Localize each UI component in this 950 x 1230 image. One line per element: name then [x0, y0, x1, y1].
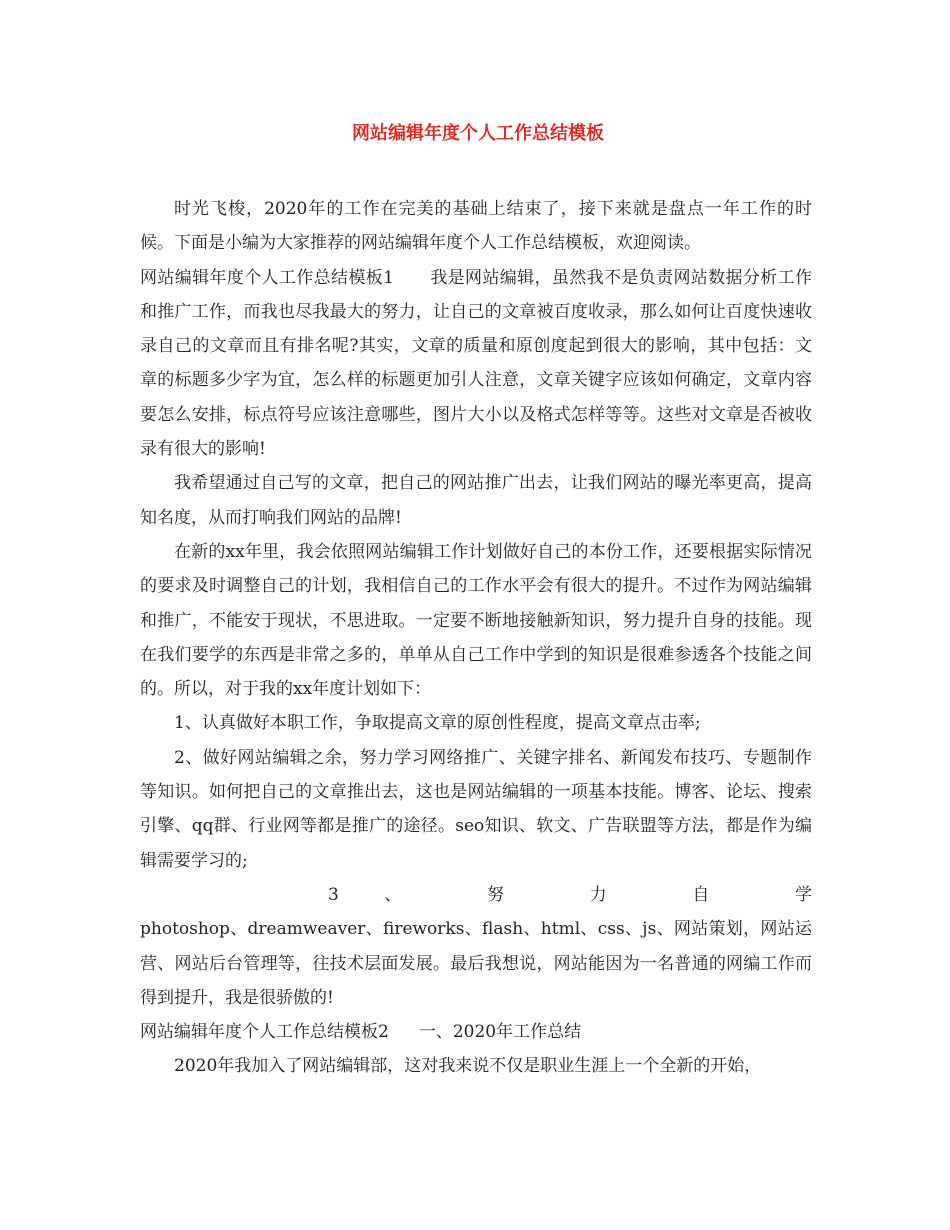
template-1-paragraph [140, 261, 812, 467]
template-1-text: 我是网站编辑，虽然我不是负责网站数据分析工作和推广工作，而我也尽我最大的努力，让自己的文章被百度收录，那么如何让百度快速收录自己的文章而且有排名呢?其实，文章的质量和原创度起到很大的影响，其中包括：文章的标题多少字为宜，怎么样的标题更加引人注意，文章关键字应该如何确定，文章内容要怎么安排，标点符号应该注意哪些，图片大小以及格式怎样等等。这些对文章是否被收录有很大的影响! [140, 267, 813, 460]
template-2-text: 一、2020年工作总结 [418, 1022, 582, 1043]
plan-paragraph: 在新的xx年里，我会依照网站编辑工作计划做好自己的本份工作，还要根据实际情况的要求及时调整自己的计划，我相信自己的工作水平会有很大的提升。不过作为网站编辑和推广，不能安于现状，不思进取。一定要不断地接触新知识，努力提升自身的技能。现在我们要学的东西是非常之多的，单单从自己工作中学到的知识是很难参透各个技能之间的。所以，对于我的xx年度计划如下： [140, 541, 812, 700]
plan-item-1: 1、认真做好本职工作，争取提高文章的原创性程度，提高文章点击率; [174, 713, 701, 734]
template-2-paragraph [140, 1015, 812, 1049]
template-1-heading: 网站编辑年度个人工作总结模板1 [140, 267, 394, 288]
promotion-paragraph: 我希望通过自己写的文章，把自己的网站推广出去，让我们网站的曝光率更高，提高知名度，从而打响我们网站的品牌! [140, 473, 812, 528]
intro-paragraph: 时光飞梭，2020年的工作在完美的基础上结束了，接下来就是盘点一年工作的时候。下面是小编为大家推荐的网站编辑年度个人工作总结模板，欢迎阅读。 [140, 199, 812, 254]
summary-paragraph: 2020年我加入了网站编辑部，这对我来说不仅是职业生涯上一个全新的开始， [174, 1056, 762, 1077]
plan-item-3-head: 3 、 努 力 自 学 [328, 884, 812, 905]
template-2-heading: 网站编辑年度个人工作总结模板2 [140, 1022, 389, 1043]
document-body [140, 118, 812, 1084]
document-title: 网站编辑年度个人工作总结模板 [352, 123, 604, 144]
plan-item-2: 2、做好网站编辑之余，努力学习网络推广、关键字排名、新闻发布技巧、专题制作等知识。如何把自己的文章推出去，这也是网站编辑的一项基本技能。博客、论坛、搜索引擎、qq群、行业网等都是推广的途径。seo知识、软文、广告联盟等方法，都是作为编辑需要学习的; [140, 747, 812, 871]
plan-item-3-text: photoshop、dreamweaver、fireworks、flash、html、css、js、网站策划，网站运营、网站后台管理等，往技术层面发展。最后我想说，网站能因为一名普通的网编工作而得到提升，我是很骄傲的! [140, 919, 812, 1008]
